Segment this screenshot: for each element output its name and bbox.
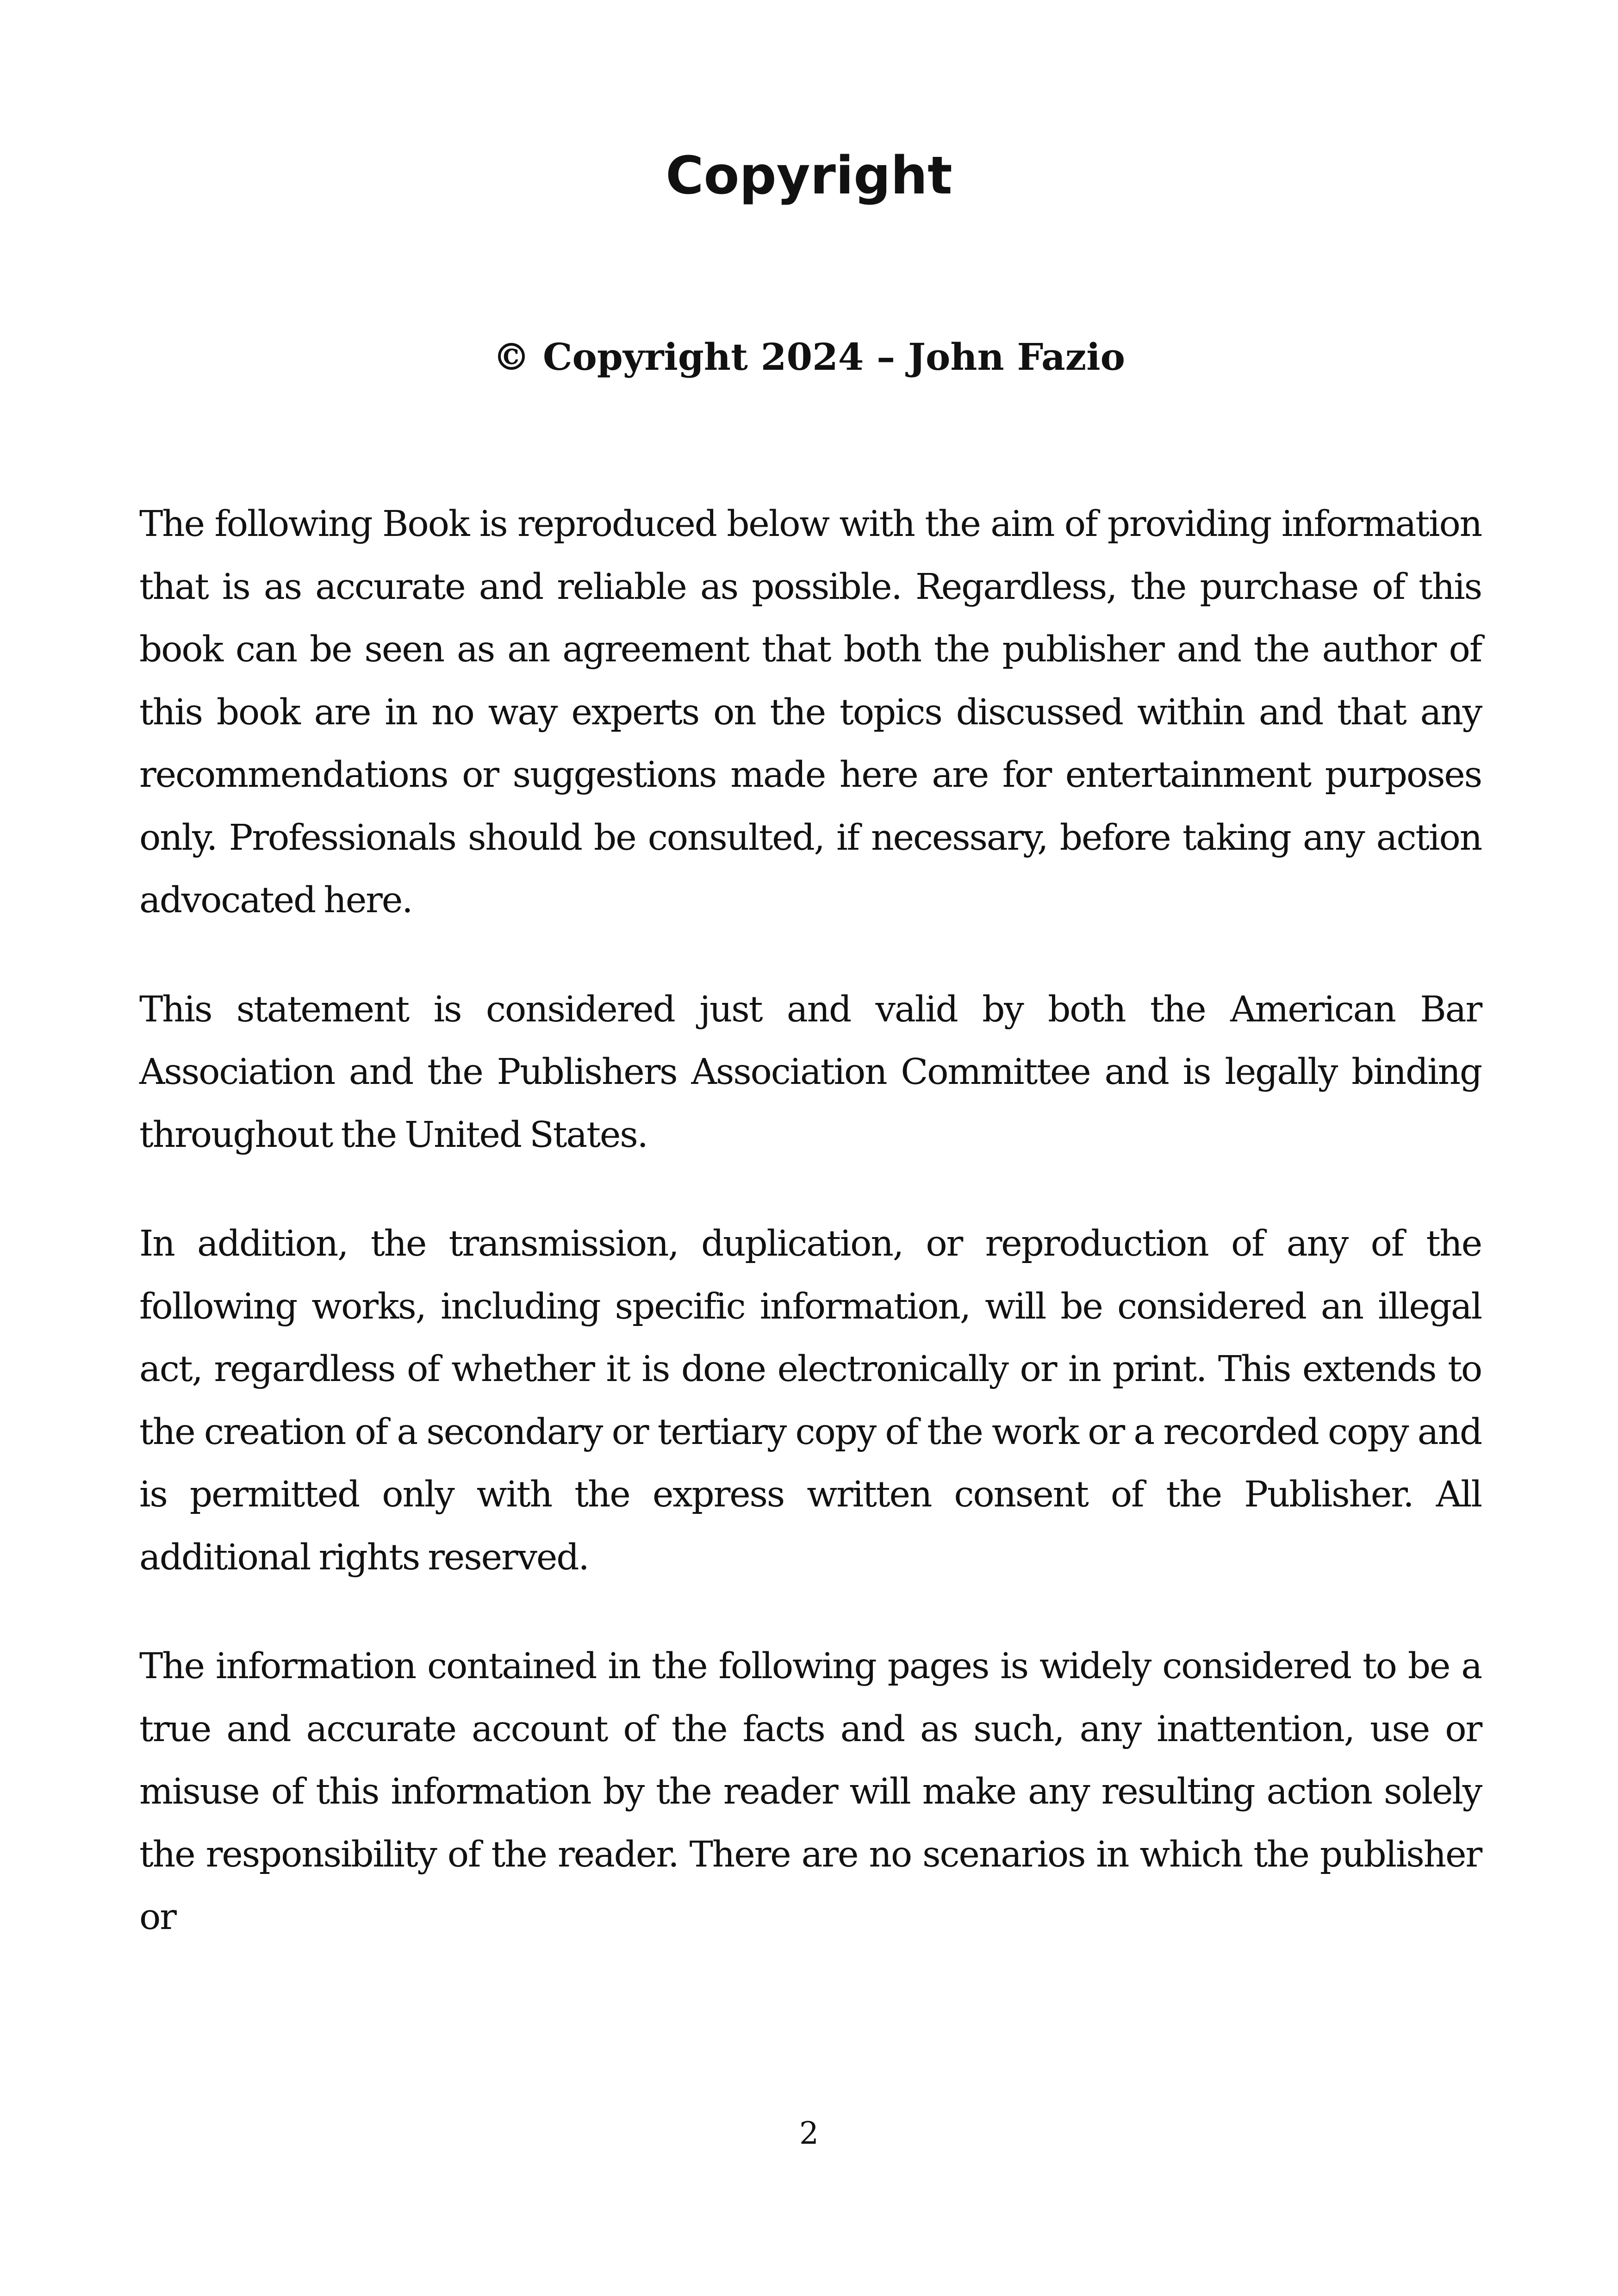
body-text xyxy=(139,493,1481,1995)
page-title: Copyright xyxy=(666,146,952,206)
copyright-notice: © Copyright 2024 – John Fazio xyxy=(493,335,1125,379)
page-number: 2 xyxy=(799,2116,819,2151)
paragraph-disclaimer: The following Book is reproduced below with the aim of providing information that is as accurate and reliable as possible. Regardless, the purchase of this book can be seen as an agreement that both the publisher and the author of this book are in no way experts on the topics discussed within and that any recommendations or suggestions made here are for entertainment purposes only. Professionals should be consulted, if necessary, before taking any action advocated here. xyxy=(139,504,1481,921)
paragraph-reader-responsibility: The information contained in the following pages is widely considered to be a true and accurate account of the facts and as such, any inattention, use or misuse of this information by the reader will make any resulting action solely the responsibility of the reader. There are no scenarios in which the publisher or xyxy=(139,1646,1481,1938)
paragraph-reproduction-rights: In addition, the transmission, duplication, or reproduction of any of the following works, including specific information, will be considered an illegal act, regardless of whether it is done electronically or in print. This extends to the creation of a secondary or tertiary copy of the work or a recorded copy and is permitted only with the express written consent of the Publisher. All additional rights reserved. xyxy=(139,1223,1481,1578)
paragraph-legal-statement: This statement is considered just and valid by both the American Bar Association and the Publishers Association Committee and is legally binding throughout the United States. xyxy=(139,989,1481,1156)
